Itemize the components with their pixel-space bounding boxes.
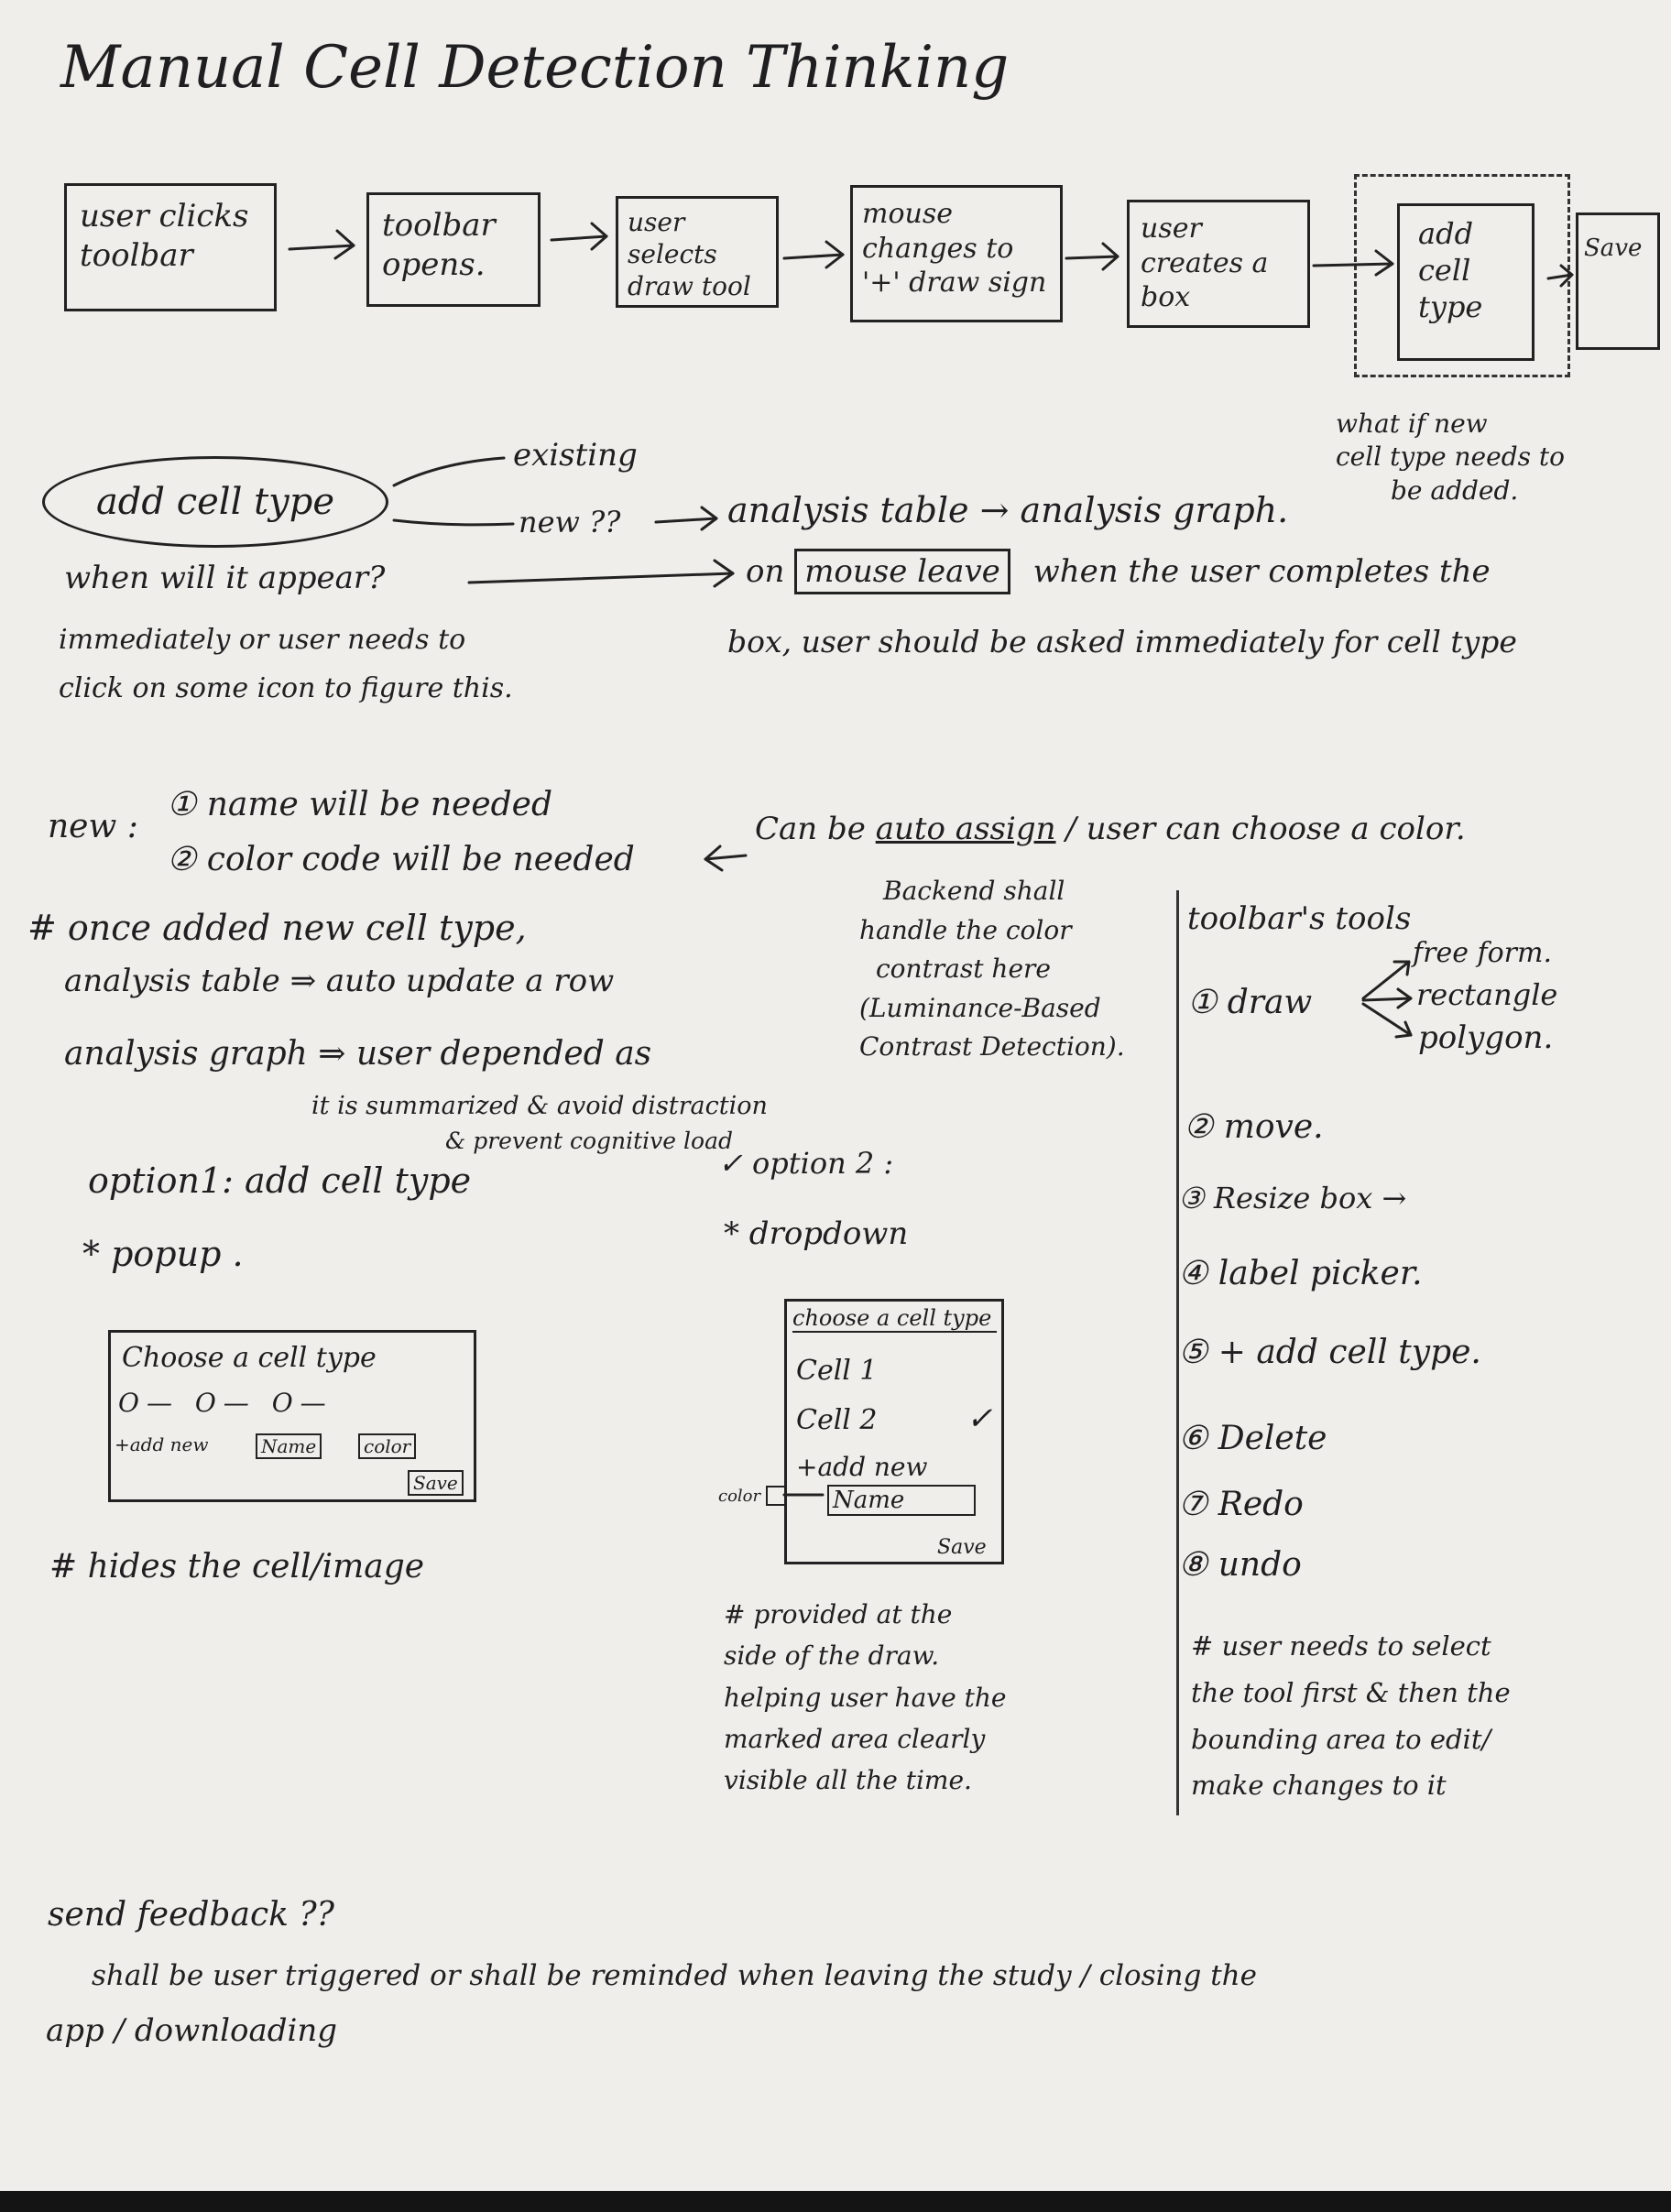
scan-bottom-edge [0, 2191, 1671, 2212]
draw-option-free-form: free form. [1413, 937, 1552, 969]
toolbar-tool-draw: ① draw [1187, 984, 1313, 1021]
analysis-table-note: analysis table ⇒ auto update a row [64, 963, 615, 999]
option2-check: ✓ [718, 1146, 743, 1181]
toolbar-tool-label-picker: ④ label picker. [1178, 1255, 1423, 1292]
flow-step-line: box [1141, 281, 1191, 313]
new-label: new : [48, 808, 138, 845]
flow-step-line: creates a [1141, 246, 1269, 279]
flow-arrow-4 [1066, 244, 1118, 269]
flow-step-line: toolbar [382, 207, 496, 244]
popup-add-new: +add new [115, 1433, 209, 1455]
dropdown-selected-check-icon: ✓ [967, 1400, 993, 1437]
new-item-color: ② color code will be needed [167, 841, 635, 878]
option2-note-line: # provided at the [724, 1599, 953, 1629]
flow-step-line: changes to [862, 232, 1014, 265]
option2-title-text: option 2 : [751, 1146, 894, 1181]
draw-option-polygon: polygon. [1418, 1019, 1554, 1056]
dropdown-item-cell-2[interactable]: Cell 2 [796, 1404, 878, 1436]
flow-question-line: what if new [1336, 409, 1488, 439]
color-note-post: / user can choose a color. [1065, 811, 1466, 847]
dropdown-item-add-new[interactable]: +add new [796, 1452, 928, 1482]
add-cell-type-label: add cell type [95, 481, 335, 523]
flow-step-line: user clicks [80, 198, 249, 234]
flow-step-line: '+' draw sign [862, 267, 1047, 299]
toolbar-tool-resize: ③ Resize box → [1178, 1181, 1407, 1215]
flow-step-line: add [1418, 216, 1474, 251]
option1-title: option1: add cell type [88, 1160, 472, 1201]
option2-kind: * dropdown [724, 1215, 909, 1252]
flow-step-line: draw tool [628, 271, 751, 301]
toolbar-tool-delete: ⑥ Delete [1178, 1420, 1327, 1457]
popup-color-field[interactable]: color [358, 1433, 416, 1459]
dropdown-title: choose a cell type [792, 1305, 997, 1333]
auto-assign-text: auto assign [875, 811, 1056, 847]
toolbar-note-line: # user needs to select [1191, 1630, 1491, 1662]
flow-step-line: cell [1418, 253, 1471, 288]
toolbar-note-line: bounding area to edit/ [1191, 1723, 1491, 1755]
feedback-line-2: app / downloading [46, 2012, 338, 2049]
graph-reason-2: & prevent cognitive load [445, 1128, 733, 1154]
popup-save-button[interactable]: Save [408, 1470, 464, 1496]
flow-step-line: user [628, 207, 685, 237]
when-option-1: immediately or user needs to [59, 624, 466, 656]
toolbar-tool-add-cell-type: ⑤ + add cell type. [1178, 1334, 1481, 1371]
flow-arrow-2 [552, 223, 606, 249]
branch-line-new [394, 520, 513, 525]
option2-note-line: marked area clearly [724, 1724, 986, 1755]
option2-note-line: side of the draw. [724, 1640, 940, 1672]
answer-line-2: box, user should be asked immediately for cell type [727, 624, 1517, 659]
popup-title: Choose a cell type [122, 1342, 377, 1374]
dropdown-item-cell-1[interactable]: Cell 1 [796, 1355, 878, 1387]
flow-step-line: selects [628, 239, 717, 269]
when-question: when will it appear? [64, 560, 386, 596]
toolbar-note-line: the tool first & then the [1191, 1676, 1511, 1708]
dropdown-color-label: color [718, 1487, 761, 1506]
flow-question-line: cell type needs to [1336, 441, 1566, 473]
feedback-line-1: shall be user triggered or shall be reminded when leaving the study / closing the [92, 1959, 1257, 1992]
flow-step-line: type [1418, 289, 1483, 324]
flow-step-line: toolbar [80, 236, 193, 274]
branch-line-existing [394, 458, 504, 485]
backend-note-line: Backend shall [883, 876, 1065, 906]
toolbar-tool-undo: ⑧ undo [1178, 1546, 1302, 1584]
toolbar-note-line: make changes to it [1191, 1770, 1447, 1802]
analysis-graph-note: analysis graph ⇒ user depended as [64, 1035, 652, 1073]
flow-arrow-1 [289, 231, 354, 258]
once-added-note: # once added new cell type, [27, 908, 527, 948]
toolbar-tool-move: ② move. [1184, 1108, 1324, 1146]
flow-question-line: be added. [1391, 474, 1519, 506]
flow-step-line: opens. [382, 245, 486, 283]
new-item-name: ① name will be needed [167, 786, 553, 823]
mouse-leave-highlight: mouse leave [794, 549, 1010, 594]
flow-arrow-3 [784, 242, 843, 267]
backend-note-line: Contrast Detection). [859, 1031, 1125, 1062]
option2-note-line: helping user have the [724, 1682, 1007, 1713]
branch-new: new ?? [519, 505, 621, 539]
color-note-pre: Can be [755, 811, 866, 847]
color-note-arrow [705, 846, 746, 870]
feedback-title: send feedback ?? [48, 1896, 334, 1934]
popup-name-field[interactable]: Name [256, 1433, 322, 1459]
toolbar-tools-title: toolbar's tools [1187, 900, 1412, 937]
option1-note: # hides the cell/image [49, 1548, 425, 1585]
toolbar-tool-redo: ⑦ Redo [1178, 1486, 1304, 1523]
backend-note-line: (Luminance-Based [859, 992, 1101, 1023]
branch-existing: existing [513, 437, 638, 474]
draw-options-arrows [1363, 962, 1411, 1037]
answer-prefix: on [746, 553, 785, 590]
new-path-text: analysis table → analysis graph. [727, 490, 1289, 530]
dropdown-name-field[interactable]: Name [827, 1485, 976, 1516]
dropdown-save-button[interactable]: Save [937, 1536, 987, 1559]
flow-step-line: Save [1584, 234, 1643, 262]
backend-note-line: contrast here [876, 953, 1051, 985]
flow-arrow-5 [1314, 251, 1392, 275]
draw-option-rectangle: rectangle [1416, 977, 1558, 1012]
flow-arrow-6 [1548, 266, 1572, 286]
option1-kind: * popup . [82, 1234, 244, 1274]
flow-step-line: mouse [862, 198, 953, 230]
when-option-2: click on some icon to figure this. [59, 672, 513, 704]
answer-rest-1: when the user completes the [1032, 553, 1491, 590]
when-arrow [469, 561, 733, 586]
graph-reason-1: it is summarized & avoid distraction [311, 1092, 768, 1120]
new-path-arrow [656, 507, 716, 529]
popup-radio-options: O— O— O— [118, 1388, 333, 1418]
flow-step-line: user [1141, 212, 1202, 245]
backend-note-line: handle the color [859, 914, 1072, 945]
option2-note-line: visible all the time. [724, 1765, 972, 1796]
page-title: Manual Cell Detection Thinking [60, 34, 1010, 102]
